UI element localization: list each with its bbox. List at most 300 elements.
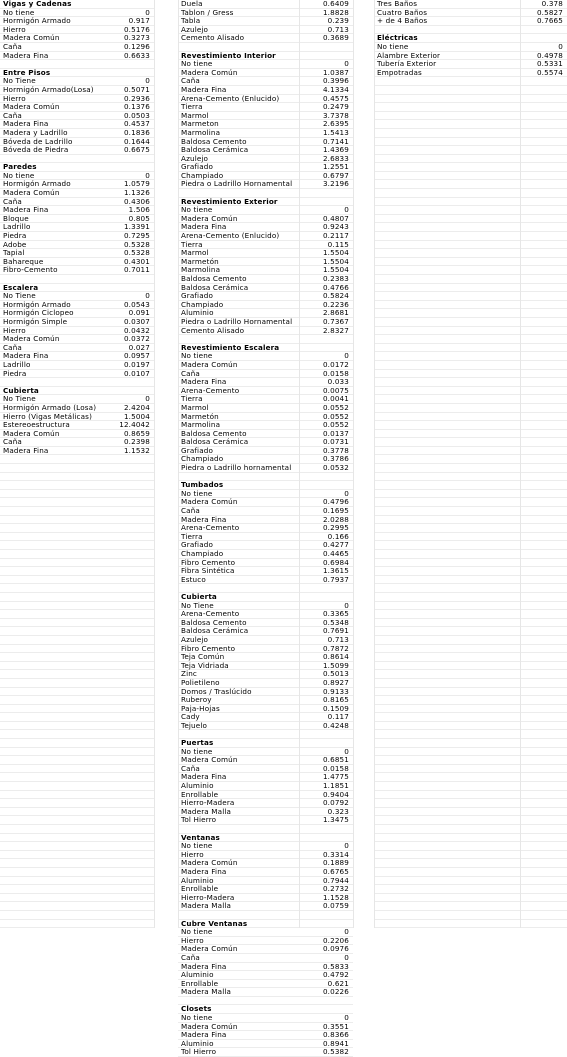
blank-row xyxy=(0,773,154,782)
row-value: 0.378 xyxy=(541,0,563,8)
blank-row xyxy=(374,696,567,705)
row-value: 0.7944 xyxy=(322,875,349,885)
row-value: 0.166 xyxy=(327,531,349,541)
blank-row xyxy=(374,241,567,250)
row-value: 0.1509 xyxy=(322,703,349,713)
blank-row xyxy=(0,567,154,576)
section-title: Vigas y Cadenas xyxy=(3,0,72,8)
row-label: Champiado xyxy=(181,454,224,464)
row-label: Madera Fina xyxy=(181,866,227,876)
row-value: 0 xyxy=(344,746,349,756)
blank-row xyxy=(374,129,567,138)
row-value: 1.3475 xyxy=(322,815,349,825)
row-value: 0.0075 xyxy=(322,385,349,395)
row-value: 1.1851 xyxy=(322,781,349,791)
row-label: Madera Fina xyxy=(181,377,227,387)
row-value: 0.9404 xyxy=(322,789,349,799)
blank-row xyxy=(0,619,154,628)
row-value: 0.0041 xyxy=(322,394,349,404)
row-value: 0.4796 xyxy=(322,497,349,507)
row-value: 0.4465 xyxy=(322,549,349,558)
row-value: 0 xyxy=(558,41,563,51)
row-label: Hormigón Simple xyxy=(3,316,68,326)
blank-row xyxy=(374,77,567,86)
blank-row xyxy=(374,834,567,843)
row-label: Cemento Alisado xyxy=(181,33,245,43)
row-value: 3.2196 xyxy=(322,179,349,189)
row-label: Madera Fina xyxy=(181,961,227,971)
row-label: No tiene xyxy=(3,7,35,17)
row-label: Bahareque xyxy=(3,256,44,266)
row-value: 0.5071 xyxy=(123,84,150,94)
blank-row xyxy=(0,688,154,697)
row-label: Hierro-Madera xyxy=(181,798,235,808)
blank-row xyxy=(0,679,154,688)
row-label: Piedra o Ladrillo hornamental xyxy=(181,463,292,473)
blank-row xyxy=(374,593,567,602)
blank-row xyxy=(0,730,154,739)
row-value: 2.6395 xyxy=(322,119,349,129)
blank-row xyxy=(0,885,154,894)
blank-row xyxy=(0,593,154,602)
row-label: Estereoestructura xyxy=(3,420,70,430)
row-value: 0 xyxy=(145,170,150,180)
blank-row xyxy=(374,920,567,929)
row-value: 1.1326 xyxy=(123,188,150,198)
row-value: 1.5004 xyxy=(123,411,150,421)
row-label: Hierro xyxy=(181,935,204,945)
row-label: Madera Malla xyxy=(181,806,232,816)
row-label: No Tiene xyxy=(3,76,36,86)
row-label: Caña xyxy=(181,76,200,86)
row-label: Tol Hierro xyxy=(181,1047,217,1057)
row-label: Azulejo xyxy=(181,24,209,34)
blank-row xyxy=(0,791,154,800)
table-row[interactable] xyxy=(178,945,353,954)
blank-row xyxy=(374,155,567,164)
row-label: Baldosa Cerámica xyxy=(181,626,249,636)
blank-row xyxy=(374,739,567,748)
blank-row xyxy=(374,430,567,439)
blank-row xyxy=(374,404,567,413)
row-label: No tiene xyxy=(181,1013,213,1023)
table-row[interactable] xyxy=(178,705,353,714)
row-value: 0.8366 xyxy=(322,1030,349,1040)
row-label: Hormigón Armado(Losa) xyxy=(3,84,94,94)
row-value: 0 xyxy=(344,841,349,851)
table-row[interactable] xyxy=(178,524,353,533)
row-label: No Tiene xyxy=(3,291,36,301)
row-value: 0.4575 xyxy=(322,93,349,103)
row-label: Grafiado xyxy=(181,162,214,172)
row-value: 0.0107 xyxy=(123,368,150,378)
blank-row xyxy=(0,670,154,679)
blank-row xyxy=(374,782,567,791)
row-value: 0.1836 xyxy=(123,127,150,137)
blank-row xyxy=(374,507,567,516)
blank-row xyxy=(0,877,154,886)
row-label: Tablon / Gress xyxy=(181,7,234,17)
row-value: 0.3778 xyxy=(322,445,349,455)
row-value: 0.3786 xyxy=(322,454,349,464)
row-value: 0.8614 xyxy=(322,652,349,662)
row-value: 0.4807 xyxy=(322,213,349,223)
table-row[interactable] xyxy=(178,1048,353,1057)
blank-row xyxy=(374,567,567,576)
row-label: Caña xyxy=(181,763,200,773)
blank-row xyxy=(374,808,567,817)
row-value: 0.5328 xyxy=(123,248,150,258)
row-label: Madera Común xyxy=(3,428,60,438)
blank-row xyxy=(374,86,567,95)
table-row[interactable] xyxy=(374,17,567,26)
row-label: Caña xyxy=(3,196,22,206)
row-value: 0.323 xyxy=(327,806,349,816)
row-value: 0.2936 xyxy=(123,93,150,103)
blank-row xyxy=(374,292,567,301)
table-row[interactable] xyxy=(178,464,353,473)
blank-row xyxy=(374,309,567,318)
blank-row xyxy=(374,756,567,765)
row-value: 0.6409 xyxy=(322,0,349,8)
row-value: 0.7011 xyxy=(123,265,150,275)
row-value: 0.805 xyxy=(128,213,150,223)
table-row[interactable] xyxy=(0,447,154,456)
row-label: Tierra xyxy=(181,102,203,112)
row-label: Tierra xyxy=(181,531,203,541)
row-label: Piedra xyxy=(3,231,27,241)
row-label: No tiene xyxy=(181,927,213,937)
blank-row xyxy=(374,825,567,834)
row-label: Hierro xyxy=(3,24,26,34)
row-label: Madera Fina xyxy=(181,1030,227,1040)
row-value: 0.8165 xyxy=(322,695,349,705)
row-value: 0.0957 xyxy=(123,351,150,361)
row-value: 0.0197 xyxy=(123,359,150,369)
section-title: Revestimiento Escalera xyxy=(181,342,280,352)
row-value: 0.2732 xyxy=(322,884,349,894)
blank-row xyxy=(374,249,567,258)
row-label: Champiado xyxy=(181,170,224,180)
blank-row xyxy=(0,550,154,559)
blank-row xyxy=(374,894,567,903)
table-row[interactable] xyxy=(0,146,154,155)
row-label: Caña xyxy=(3,41,22,51)
row-value: 0.7872 xyxy=(322,643,349,653)
row-label: Baldosa Cerámica xyxy=(181,282,249,292)
blank-row xyxy=(374,232,567,241)
blank-row xyxy=(374,868,567,877)
row-value: 1.3391 xyxy=(123,222,150,232)
blank-row xyxy=(0,516,154,525)
row-label: Madera Fina xyxy=(3,445,49,455)
row-label: Azulejo xyxy=(181,634,209,644)
row-label: Ruberoy xyxy=(181,695,212,705)
row-label: Madera Fina xyxy=(181,84,227,94)
row-value: 0.0503 xyxy=(123,110,150,120)
section-title: Closets xyxy=(181,1004,212,1014)
row-value: 0 xyxy=(344,488,349,498)
row-value: 0 xyxy=(145,7,150,17)
blank-row xyxy=(374,180,567,189)
row-label: No Tiene xyxy=(181,600,214,610)
column-left xyxy=(0,0,154,928)
blank-row xyxy=(374,516,567,525)
blank-row xyxy=(374,576,567,585)
blank-row xyxy=(0,473,154,482)
table-row[interactable] xyxy=(178,576,353,585)
table-row[interactable] xyxy=(178,180,353,189)
table-row[interactable] xyxy=(178,232,353,241)
table-row[interactable] xyxy=(178,327,353,336)
blank-row xyxy=(374,627,567,636)
table-row[interactable] xyxy=(178,988,353,997)
blank-row xyxy=(0,808,154,817)
blank-row xyxy=(374,670,567,679)
blank-row xyxy=(374,352,567,361)
row-label: Caña xyxy=(181,506,200,516)
row-value: 0.0158 xyxy=(322,763,349,773)
row-label: Hormigón Armado xyxy=(3,179,71,189)
section-title: Cubre Ventanas xyxy=(181,918,248,928)
row-label: Aluminio xyxy=(181,308,214,318)
blank-row xyxy=(0,834,154,843)
row-value: 0.5348 xyxy=(322,617,349,627)
row-label: Madera Común xyxy=(3,334,60,344)
row-label: Marmol xyxy=(181,402,209,412)
row-label: Ladrillo xyxy=(3,222,31,232)
row-value: 1.4369 xyxy=(322,145,349,155)
row-label: No tiene xyxy=(181,351,213,361)
row-value: 0.0137 xyxy=(322,428,349,438)
row-label: Polietileno xyxy=(181,677,220,687)
blank-row xyxy=(374,610,567,619)
row-label: Hormigón Ciclopeo xyxy=(3,308,74,318)
row-label: Arena-Cemento xyxy=(181,523,240,533)
row-value: 0.3996 xyxy=(322,76,349,86)
table-row[interactable] xyxy=(178,722,353,731)
blank-row xyxy=(0,868,154,877)
blank-row xyxy=(374,885,567,894)
blank-row xyxy=(0,705,154,714)
table-row[interactable] xyxy=(0,370,154,379)
row-label: Caña xyxy=(3,437,22,447)
blank-row xyxy=(0,713,154,722)
section-title: Revestimiento Interior xyxy=(181,50,276,60)
row-value: 0.621 xyxy=(327,978,349,988)
row-value: 0.7665 xyxy=(536,16,563,26)
row-value: 0.5833 xyxy=(322,961,349,971)
row-value: 0 xyxy=(344,600,349,610)
row-label: Tejuelo xyxy=(181,720,208,730)
row-value: 0.3273 xyxy=(123,33,150,43)
row-value: 1.5504 xyxy=(322,256,349,266)
blank-row xyxy=(374,421,567,430)
row-value: 0.7141 xyxy=(322,136,349,146)
row-label: No tiene xyxy=(181,488,213,498)
row-value: 0.5176 xyxy=(123,24,150,34)
row-value: 0.1644 xyxy=(123,136,150,146)
blank-row xyxy=(374,498,567,507)
blank-row xyxy=(0,902,154,911)
row-value: 0.1296 xyxy=(123,41,150,51)
row-label: Fibra Sintética xyxy=(181,566,235,576)
row-label: Aluminio xyxy=(181,875,214,885)
row-label: Enrollable xyxy=(181,978,219,988)
column-right xyxy=(374,0,567,928)
row-label: Arena-Cemento (Enlucido) xyxy=(181,231,280,241)
row-label: Marmolina xyxy=(181,127,221,137)
row-value: 0.4978 xyxy=(536,50,563,60)
row-label: Madera Fina xyxy=(181,772,227,782)
row-value: 0.8659 xyxy=(123,428,150,438)
row-label: Cuatro Baños xyxy=(377,7,428,17)
row-value: 0.2995 xyxy=(322,523,349,533)
blank-row xyxy=(0,455,154,464)
row-value: 0.3551 xyxy=(322,1021,349,1031)
blank-row xyxy=(374,464,567,473)
blank-row xyxy=(374,791,567,800)
row-label: Tubería Exterior xyxy=(377,59,437,69)
row-value: 0.027 xyxy=(128,342,150,352)
row-value: 0.917 xyxy=(128,16,150,26)
table-row[interactable] xyxy=(0,52,154,61)
row-value: 1.0579 xyxy=(123,179,150,189)
row-value: 0.1695 xyxy=(322,506,349,516)
blank-row xyxy=(374,481,567,490)
row-value: 0.9243 xyxy=(322,222,349,232)
blank-row xyxy=(0,627,154,636)
section-title: Puertas xyxy=(181,738,214,748)
row-label: Tapial xyxy=(3,248,25,258)
row-label: Estuco xyxy=(181,574,206,584)
row-label: Teja Común xyxy=(181,652,225,662)
row-label: Bóveda de Piedra xyxy=(3,145,69,155)
row-value: 0.2383 xyxy=(322,274,349,283)
row-value: 1.0387 xyxy=(322,67,349,77)
row-label: Caña xyxy=(181,368,200,378)
row-label: Madera Fina xyxy=(3,205,49,215)
blank-row xyxy=(374,748,567,757)
row-label: Marmetón xyxy=(181,256,219,266)
blank-row xyxy=(0,842,154,851)
row-value: 0.091 xyxy=(128,308,150,318)
row-label: No tiene xyxy=(3,170,35,180)
blank-row xyxy=(374,584,567,593)
table-row[interactable] xyxy=(178,816,353,825)
blank-row xyxy=(0,490,154,499)
blank-row xyxy=(374,705,567,714)
table-row[interactable] xyxy=(0,266,154,275)
row-value: 0.0976 xyxy=(322,944,349,954)
row-value: 1.5099 xyxy=(322,660,349,670)
row-label: Piedra o Ladrillo Hornamental xyxy=(181,179,293,189)
row-value: 0.1889 xyxy=(322,858,349,868)
blank-row xyxy=(374,266,567,275)
row-label: Madera Común xyxy=(181,359,238,369)
row-value: 0 xyxy=(344,205,349,215)
blank-row xyxy=(374,138,567,147)
blank-row xyxy=(0,894,154,903)
blank-row xyxy=(0,576,154,585)
blank-row xyxy=(374,773,567,782)
row-value: 0.5574 xyxy=(536,67,563,77)
row-label: Teja Vidriada xyxy=(181,660,229,670)
row-value: 0.6633 xyxy=(123,50,150,60)
row-value: 0.5331 xyxy=(536,59,563,69)
blank-row xyxy=(374,559,567,568)
row-value: 1.5504 xyxy=(322,248,349,258)
blank-row xyxy=(0,541,154,550)
blank-row xyxy=(374,318,567,327)
row-value: 1.506 xyxy=(128,205,150,215)
blank-row xyxy=(374,301,567,310)
row-value: 0.5382 xyxy=(322,1047,349,1057)
blank-row xyxy=(374,395,567,404)
blank-row xyxy=(374,335,567,344)
row-label: Madera Común xyxy=(181,1021,238,1031)
row-label: Piedra xyxy=(3,368,27,378)
blank-row xyxy=(374,413,567,422)
blank-row xyxy=(0,696,154,705)
row-value: 0.3314 xyxy=(322,849,349,859)
row-label: Marmetón xyxy=(181,411,219,421)
row-value: 0.4537 xyxy=(123,119,150,129)
row-value: 0.5328 xyxy=(123,239,150,249)
row-label: Enrollable xyxy=(181,884,219,894)
row-value: 0 xyxy=(344,1013,349,1023)
blank-row xyxy=(374,851,567,860)
table-row[interactable] xyxy=(178,902,353,911)
row-label: No tiene xyxy=(181,59,213,69)
blank-row xyxy=(0,739,154,748)
section-title: Eléctricas xyxy=(377,33,418,43)
row-value: 0.117 xyxy=(327,712,349,722)
row-value: 1.5504 xyxy=(322,265,349,275)
blank-row xyxy=(0,507,154,516)
blank-row xyxy=(0,533,154,542)
row-value: 2.6833 xyxy=(322,153,349,163)
blank-row xyxy=(0,636,154,645)
table-row[interactable] xyxy=(374,69,567,78)
table-row[interactable] xyxy=(178,9,353,18)
blank-row xyxy=(374,602,567,611)
row-label: Marmol xyxy=(181,248,209,258)
section-title: Cubierta xyxy=(3,385,39,395)
table-row[interactable] xyxy=(178,34,353,43)
blank-row xyxy=(0,748,154,757)
row-label: Paja-Hojas xyxy=(181,703,220,713)
blank-row xyxy=(374,387,567,396)
row-label: No tiene xyxy=(181,746,213,756)
row-label: Baldosa Cerámica xyxy=(181,145,249,155)
blank-row xyxy=(374,378,567,387)
blank-row xyxy=(374,902,567,911)
row-label: Hierro (Vigas Metálicas) xyxy=(3,411,93,421)
row-value: 0 xyxy=(344,952,349,962)
row-label: Baldosa Cemento xyxy=(181,617,247,627)
row-value: 0.0731 xyxy=(322,437,349,447)
row-value: 0.0552 xyxy=(322,420,349,430)
blank-row xyxy=(374,361,567,370)
row-label: No tiene xyxy=(181,205,213,215)
blank-row xyxy=(374,189,567,198)
row-value: 0.239 xyxy=(327,16,349,26)
row-label: Bóveda de Ladrillo xyxy=(3,136,73,146)
blank-row xyxy=(374,120,567,129)
blank-row xyxy=(374,636,567,645)
blank-row xyxy=(374,662,567,671)
